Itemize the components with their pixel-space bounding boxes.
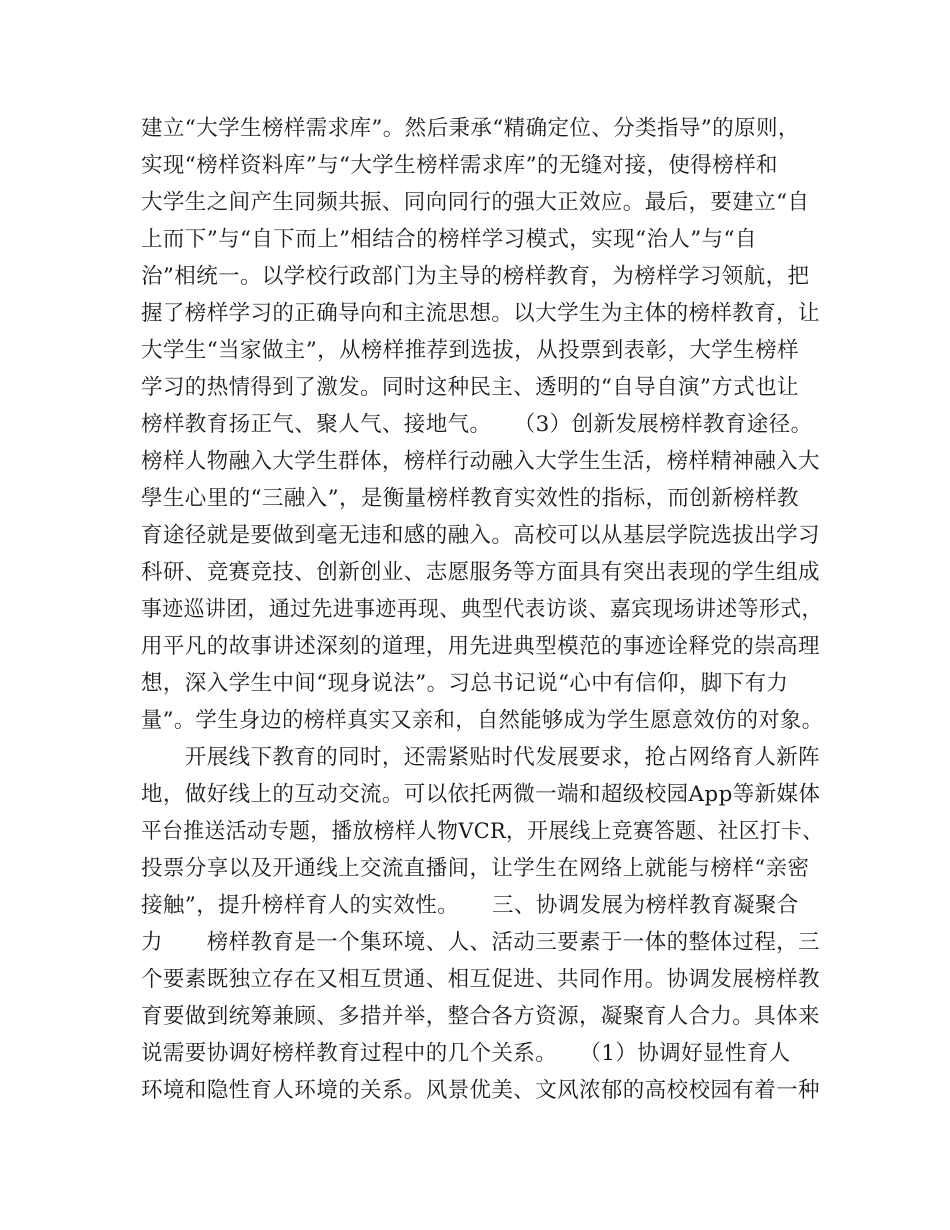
text-line: 育要做到统筹兼顾、多措并举，整合各方资源，凝聚育人合力。具体来 [141,1004,820,1029]
text-line: 學生心里的“三融入”，是衡量榜样教育实效性的指标，而创新榜样教 [141,486,799,511]
text-line: 投票分享以及开通线上交流直播间，让学生在网络上就能与榜样“亲密 [141,856,810,881]
text-line: 上而下”与“自下而上”相结合的榜样学习模式，实现“治人”与“自 [141,227,757,252]
text-line: 治”相统一。以学校行政部门为主导的榜样教育，为榜样学习领航，把 [141,264,810,289]
text-line: 想，深入学生中间“现身说法”。习总书记说“心中有信仰，脚下有力 [141,671,789,696]
text-line: 平台推送活动专题，播放榜样人物VCR，开展线上竞赛答题、社区打卡、 [141,819,824,844]
text-line: 科研、竞赛竞技、创新创业、志愿服务等方面具有突出表现的学生组成 [141,560,820,585]
text-line: 地，做好线上的互动交流。可以依托两微一端和超级校园App等新媒体 [141,782,821,807]
text-line: 榜样教育扬正气、聚人气、接地气。 （3）创新发展榜样教育途径。 [141,412,813,437]
text-line: 开展线下教育的同时，还需紧贴时代发展要求，抢占网络育人新阵 [141,745,820,770]
text-line: 育途径就是要做到毫无违和感的融入。高校可以从基层学院选拔出学习 [141,523,820,548]
text-line: 个要素既独立存在又相互贯通、相互促进、共同作用。协调发展榜样教 [141,967,820,992]
text-line: 学习的热情得到了激发。同时这种民主、透明的“自导自演”方式也让 [141,375,799,400]
text-line: 榜样人物融入大学生群体，榜样行动融入大学生生活，榜样精神融入大 [141,449,820,474]
text-line: 握了榜样学习的正确导向和主流思想。以大学生为主体的榜样教育，让 [141,301,820,326]
text-line: 接触”，提升榜样育人的实效性。 三、协调发展为榜样教育凝聚合 [141,893,799,918]
text-line: 建立“大学生榜样需求库”。然后秉承“精确定位、分类指导”的原则， [141,116,800,141]
text-line: 大学生“当家做主”，从榜样推荐到选拔，从投票到表彰，大学生榜样 [141,338,799,363]
text-line: 量”。学生身边的榜样真实又亲和，自然能够成为学生愿意效仿的对象。 [141,708,824,733]
text-line: 大学生之间产生同频共振、同向同行的强大正效应。最后，要建立“自 [141,190,810,215]
text-line: 环境和隐性育人环境的关系。风景优美、文风浓郁的高校校园有着一种 [141,1078,820,1103]
text-line: 说需要协调好榜样教育过程中的几个关系。 （1）协调好显性育人 [141,1041,791,1066]
text-line: 力 榜样教育是一个集环境、人、活动三要素于一体的整体过程，三 [141,930,820,955]
text-line: 用平凡的故事讲述深刻的道理，用先进典型模范的事迹诠释党的崇高理 [141,634,820,659]
text-line: 事迹巡讲团，通过先进事迹再现、典型代表访谈、嘉宾现场讲述等形式， [141,597,823,622]
text-line: 实现“榜样资料库”与“大学生榜样需求库”的无缝对接，使得榜样和 [141,153,778,178]
